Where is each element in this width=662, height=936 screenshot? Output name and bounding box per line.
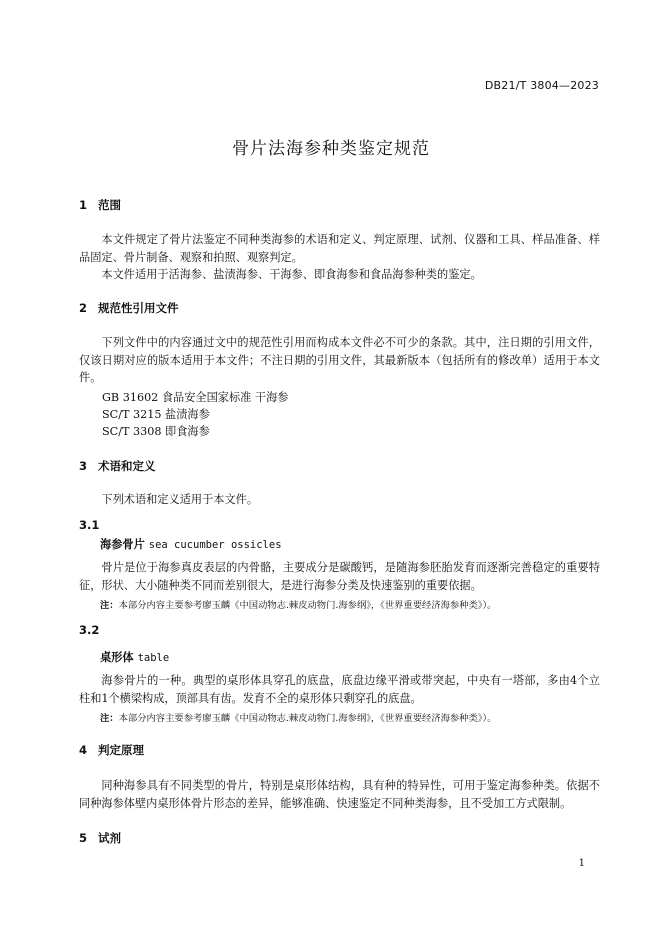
reference-item: SC/T 3308 即食海参 <box>102 425 210 438</box>
subsection-number: 3.2 <box>79 623 100 637</box>
section-heading-scope: 1 范围 <box>79 198 121 212</box>
paragraph: 本文件适用于活海参、盐渍海参、干海参、即食海参和食品海参种类的鉴定。 <box>101 268 482 281</box>
page-title: 骨片法海参种类鉴定规范 <box>232 139 430 159</box>
term-definition: 海参骨片的一种。典型的桌形体具穿孔的底盘，底盘边缘平滑或带突起，中央有一塔部，多由4个立柱和1个横梁构成，顶部具有齿。发育不全的桌形体只剩穿孔的底盘。 <box>79 674 600 705</box>
reference-item: SC/T 3215 盐渍海参 <box>102 408 210 421</box>
paragraph: 下列术语和定义适用于本文件。 <box>101 493 259 506</box>
paragraph: 下列文件中的内容通过文中的规范性引用而构成本文件必不可少的条款。其中，注日期的引用文件，仅该日期对应的版本适用于本文件；不注日期的引用文件，其最新版本（包括所有的修改单）适用于本文件。 <box>79 336 600 384</box>
section-heading-normative-references: 2 规范性引用文件 <box>79 301 179 315</box>
document-number: DB21/T 3804—2023 <box>484 79 599 92</box>
section-heading-reagents: 5 试剂 <box>79 831 121 845</box>
section-heading-terms: 3 术语和定义 <box>79 459 156 473</box>
subsection-number: 3.1 <box>79 518 100 532</box>
section-heading-principle: 4 判定原理 <box>79 743 144 757</box>
paragraph: 同种海参具有不同类型的骨片，特别是桌形体结构，具有种的特异性，可用于鉴定海参种类。依据不同种海参体壁内桌形体骨片形态的差异，能够准确、快速鉴定不同种类海参，且不受加工方式限制。 <box>79 779 600 810</box>
page-number: 1 <box>578 858 585 869</box>
paragraph: 本文件规定了骨片法鉴定不同种类海参的术语和定义、判定原理、试剂、仪器和工具、样品准备、样品固定、骨片制备、观察和拍照、观察判定。 <box>79 233 600 264</box>
reference-item: GB 31602 食品安全国家标准 干海参 <box>102 391 289 404</box>
term-entry: 桌形体 table <box>100 651 170 664</box>
note: 注：本部分内容主要参考廖玉麟《中国动物志.棘皮动物门.海参纲》，《世界重要经济海参种类》）。 <box>100 713 497 724</box>
term-entry: 海参骨片 sea cucumber ossicles <box>100 538 282 551</box>
term-definition: 骨片是位于海参真皮表层的内骨骼，主要成分是碳酸钙，是随海参胚胎发育而逐渐完善稳定的重要特征，形状、大小随种类不同而差别很大，是进行海参分类及快速鉴别的重要依据。 <box>79 561 600 592</box>
note: 注：本部分内容主要参考廖玉麟《中国动物志.棘皮动物门.海参纲》，《世界重要经济海参种类》）。 <box>100 600 497 611</box>
